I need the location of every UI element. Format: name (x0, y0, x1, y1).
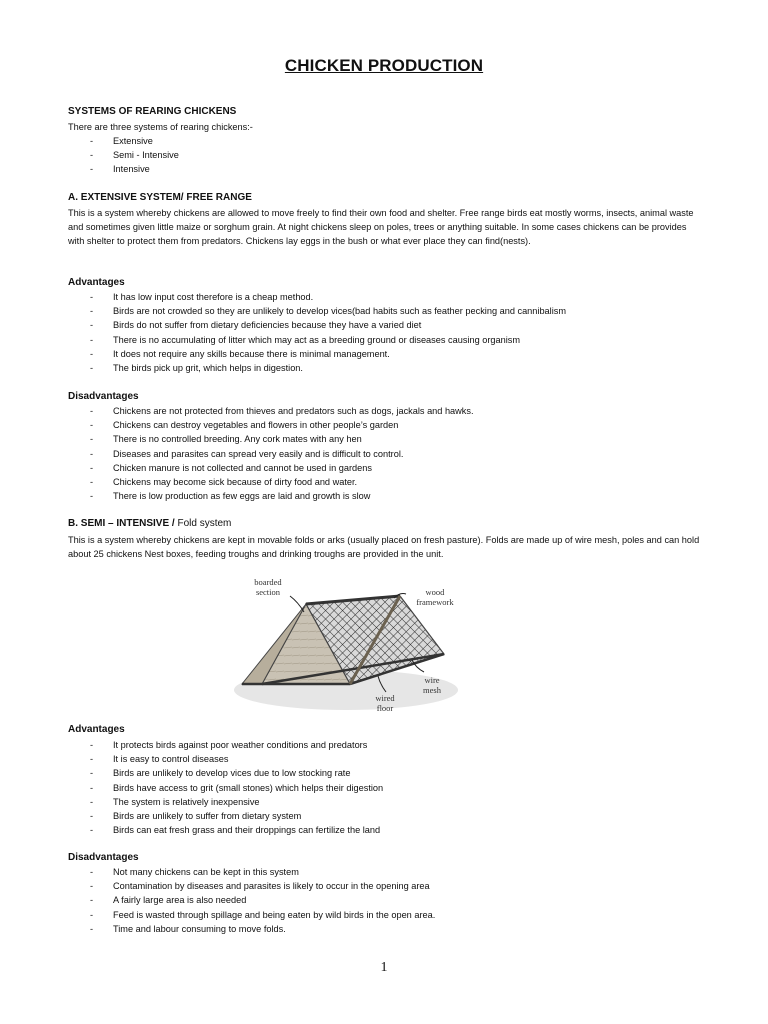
systems-list (68, 134, 179, 177)
list-item: - A fairly large area is also needed (68, 893, 435, 907)
label-wire-mesh: wire mesh (423, 675, 441, 695)
list-item: - Birds do not suffer from dietary deficiencies because they have a varied diet (68, 318, 566, 332)
extensive-disadvantages-heading: Disadvantages (68, 391, 139, 402)
semi-heading-light: Fold system (177, 518, 232, 529)
list-item: - Chickens may become sick because of dirty food and water. (68, 475, 474, 489)
systems-heading: SYSTEMS OF REARING CHICKENS (68, 106, 237, 117)
list-item: - Extensive (68, 134, 179, 148)
list-item: - Diseases and parasites can spread very easily and is difficult to control. (68, 447, 474, 461)
systems-intro: There are three systems of rearing chickens:- (68, 122, 253, 132)
list-item: - Chickens can destroy vegetables and flowers in other people’s garden (68, 418, 474, 432)
list-item: - There is no accumulating of litter which may act as a breeding ground or diseases causing organism (68, 333, 566, 347)
extensive-description: This is a system whereby chickens are allowed to move freely to find their own food and shelter. Free range birds eat mostly worms, insects, animal waste and sometimes given little maize or sorghum grain. At night chickens sleep on poles, trees or anything suitable. In some cases chickens can be provides with shelter to protect them from predators. Chickens lay eggs in the bush or what ever place they can find(nests). (68, 208, 694, 247)
list-item: - Chicken manure is not collected and cannot be used in gardens (68, 461, 474, 475)
extensive-disadvantages-list (68, 404, 474, 503)
list-item: - Birds have access to grit (small stones) which helps their digestion (68, 781, 383, 795)
list-item: - Birds are unlikely to develop vices due to low stocking rate (68, 766, 383, 780)
semi-disadvantages-list (68, 865, 435, 936)
list-item: - It protects birds against poor weather conditions and predators (68, 738, 383, 752)
list-item: - Intensive (68, 162, 179, 176)
semi-advantages-heading: Advantages (68, 724, 125, 735)
list-item: - There is low production as few eggs are laid and growth is slow (68, 489, 474, 503)
document-title: CHICKEN PRODUCTION (284, 56, 484, 75)
semi-disadvantages-heading: Disadvantages (68, 852, 139, 863)
list-item: - It has low input cost therefore is a cheap method. (68, 290, 566, 304)
list-item: - It is easy to control diseases (68, 752, 383, 766)
list-item: - Semi - Intensive (68, 148, 179, 162)
label-wood-framework: wood framework (416, 587, 454, 607)
list-item: - Chickens are not protected from thieves and predators such as dogs, jackals and hawks. (68, 404, 474, 418)
extensive-advantages-list (68, 290, 566, 375)
label-boarded-section: boarded section (254, 577, 282, 597)
label-wired-floor: wired floor (375, 693, 395, 713)
list-item: - There is no controlled breeding. Any cork mates with any hen (68, 432, 474, 446)
extensive-advantages-heading: Advantages (68, 277, 125, 288)
semi-advantages-list (68, 738, 383, 837)
list-item: - Birds are unlikely to suffer from dietary system (68, 809, 383, 823)
semi-heading-bold: B. SEMI – INTENSIVE / (68, 518, 178, 529)
list-item: - The birds pick up grit, which helps in digestion. (68, 361, 566, 375)
list-item: - Contamination by diseases and parasites is likely to occur in the opening area (68, 879, 435, 893)
list-item: - Not many chickens can be kept in this system (68, 865, 435, 879)
list-item: - Birds are not crowded so they are unlikely to develop vices(bad habits such as feather pecking and cannibalism (68, 304, 566, 318)
list-item: - The system is relatively inexpensive (68, 795, 383, 809)
list-item: - Birds can eat fresh grass and their droppings can fertilize the land (68, 823, 383, 837)
semi-intensive-heading (68, 518, 231, 529)
page-number: 1 (380, 960, 388, 975)
semi-description: This is a system whereby chickens are kept in movable folds or arks (usually placed on fresh pasture). Folds are made up of wire mesh, poles and can hold about 25 chickens Nest boxes, feeding troughs and drinking troughs are provided in the unit. (68, 535, 700, 560)
list-item: - It does not require any skills because there is minimal management. (68, 347, 566, 361)
list-item: - Time and labour consuming to move folds. (68, 922, 435, 936)
fold-ark-figure (228, 572, 464, 722)
extensive-heading: A. EXTENSIVE SYSTEM/ FREE RANGE (68, 192, 252, 203)
list-item: - Feed is wasted through spillage and being eaten by wild birds in the open area. (68, 908, 435, 922)
